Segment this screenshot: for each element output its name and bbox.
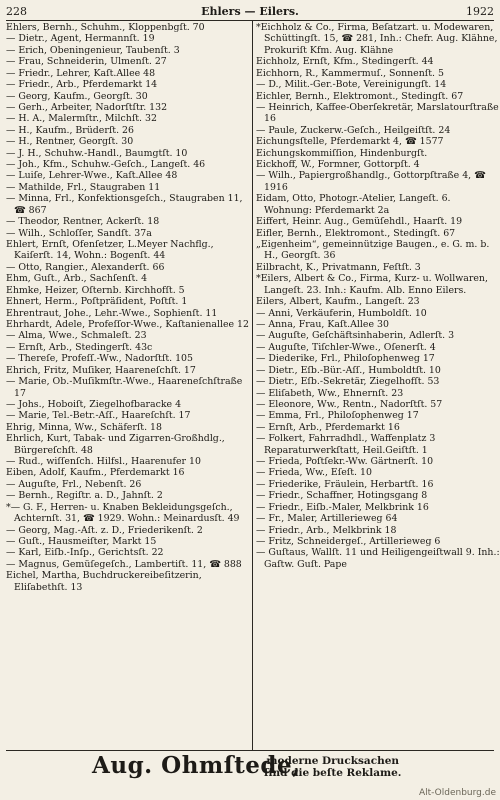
directory-entry: Eilers, Albert, Kaufm., Langeſt. 23 xyxy=(256,296,420,308)
year-label: 1922 xyxy=(466,5,494,18)
directory-entry: — Friedr., Schaffner, Hotingsgang 8 xyxy=(256,490,428,502)
directory-entry: — Fritz, Schneidergeſ., Artillerieweg 6 xyxy=(256,535,441,547)
directory-entry: — Friedr., Arb., Melkbrink 18 xyxy=(256,524,397,536)
advert-name: Aug. Ohmſtede, xyxy=(92,752,301,779)
directory-entry: — Karl, Eiſb.-Inſp., Gerichtsſt. 22 xyxy=(6,547,164,559)
directory-entry: — Anna, Frau, Kaſt.Allee 30 xyxy=(256,318,389,330)
directory-entry: — Georg, Kaufm., Georgſt. 30 xyxy=(6,90,148,102)
advert-slogan-line2: ſind die beſte Reklame. xyxy=(264,767,402,779)
page-number-left: 228 xyxy=(6,5,27,18)
directory-entry: — Gerh., Arbeiter, Nadorſtſtr. 132 xyxy=(6,101,168,113)
directory-entry: Ehrich, Fritz, Muſiker, Haarenеſchſt. 17 xyxy=(6,364,196,376)
directory-entry: — Georg, Mag.-Aſt. z. D., Friederikenſt. 2 xyxy=(6,524,203,536)
directory-entry: Ehrlich, Kurt, Tabak- und Zigarren-Großhdlg., Bürgereſchſt. 48 xyxy=(6,433,225,456)
directory-entry: — Alma, Wwe., Schmaleſt. 23 xyxy=(6,330,147,342)
directory-entry: Ehrentraut, Johe., Lehr.-Wwe., Sophienſt. 11 xyxy=(6,307,218,319)
directory-entry: Eichungskommiſſion, Hindenburgſt. xyxy=(256,147,428,159)
directory-entry: — Otto, Rangier., Alexanderſt. 66 xyxy=(6,261,165,273)
directory-entry: — Emma, Frl., Philoſophenweg 17 xyxy=(256,410,419,422)
directory-entry: — H., Kaufm., Brüderſt. 26 xyxy=(6,124,134,136)
directory-entry: — Dietr., Eſb.-Sekretär, Ziegelhofſt. 53 xyxy=(256,376,440,388)
directory-entry: Ehlert, Ernſt, Ofenſetzer, L.Meyer Nachflg., Kaiſerſt. 14, Wohn.: Bogenſt. 44 xyxy=(6,239,214,262)
directory-entry: — Minna, Frl., Konfektionsgeſch., Staugraben 11, ☎ 867 xyxy=(6,193,243,216)
directory-entry: — Guſt., Hausmeiſter, Markt 15 xyxy=(6,535,157,547)
directory-entry: — D., Milit.-Ger.-Bote, Vereinigungſt. 14 xyxy=(256,79,447,91)
directory-entry: — J. H., Schuhw.-Handl., Baumgtſt. 10 xyxy=(6,147,188,159)
directory-entry: Ehnert, Herm., Poſtpräſident, Poſtſt. 1 xyxy=(6,296,188,308)
directory-entry: — Auguſte, Geſchäftsinhaberin, Adlerſt. 3 xyxy=(256,330,455,342)
directory-entry: — H., Rentner, Georgſt. 30 xyxy=(6,136,134,148)
watermark: Alt-Oldenburg.de xyxy=(418,788,496,798)
directory-entry: Eidam, Otto, Photogr.-Atelier, Langeſt. 6. Wohnung: Pferdemarkt 2a xyxy=(256,193,451,216)
directory-entry: — Luiſe, Lehrer-Wwe., Kaſt.Allee 48 xyxy=(6,170,178,182)
directory-entry: — Friedr., Lehrer, Kaſt.Allee 48 xyxy=(6,67,156,79)
directory-entry: — Ernſt, Arb., Stedingerſt. 43c xyxy=(6,341,153,353)
directory-entry: Eiffert, Heinr. Aug., Gemüſehdl., Haarſt. 19 xyxy=(256,216,463,228)
right-column xyxy=(256,22,500,570)
column-divider xyxy=(252,21,253,751)
directory-entry: — Dietr., Agent, Hermannſt. 19 xyxy=(6,33,155,45)
directory-entry: — Frieda, Ww., Eſeſt. 10 xyxy=(256,467,372,479)
directory-entry: — Rud., wiſſenſch. Hilfsl., Haarenufer 10 xyxy=(6,456,201,468)
directory-entry: — Frieda, Poſtſekr.-Ww. Gärtnerſt. 10 xyxy=(256,456,434,468)
directory-entry: Ehmke, Heizer, Oſternb. Kirchhofſt. 5 xyxy=(6,284,185,296)
directory-entry: — Eleonore, Ww., Rentn., Nadorſtſt. 57 xyxy=(256,398,443,410)
directory-entry: Ehrig, Minna, Ww., Schäferſt. 18 xyxy=(6,421,162,433)
directory-entry: — Auguſte, Tiſchler-Wwe., Oſenerſt. 4 xyxy=(256,341,436,353)
directory-entry: — Bernh., Regiſtr. a. D., Jahnſt. 2 xyxy=(6,490,163,502)
advertisement xyxy=(6,752,494,782)
directory-entry: — Fr., Maler, Artillerieweg 64 xyxy=(256,513,398,525)
directory-entry: Ehlers, Bernh., Schuhm., Kloppenbgſt. 70 xyxy=(6,22,205,33)
directory-entry: — Heinrich, Kaffee-Oberſekretär, Marslatourſtraße 16 xyxy=(256,101,499,125)
directory-entry: — Friedr., Eiſb.-Maler, Melkbrink 16 xyxy=(256,501,429,513)
directory-entry: — H. A., Malermſtr., Milchſt. 32 xyxy=(6,113,157,125)
directory-entry: — Erich, Obeningenieur, Taubenſt. 3 xyxy=(6,44,180,56)
directory-entry: *Eichholz & Co., Firma, Beſatzart. u. Modewaren, Schüttingſt. 15, ☎ 281, Inh.: Chefr. Aug. Klähne, Prokuriſt Kfm. Aug. Klähne xyxy=(256,22,498,56)
directory-entry: Eichungsſtelle, Pferdemarkt 4, ☎ 1577 xyxy=(256,136,444,148)
directory-entry: Eichler, Bernh., Elektromont., Stedingſt. 67 xyxy=(256,90,464,102)
page-title: Ehlers — Eilers. xyxy=(201,5,299,18)
header-rule xyxy=(6,20,494,21)
directory-entry: — Wilh., Papiergroßhandlg., Gottorpſtraße 4, ☎ 1916 xyxy=(256,170,486,193)
directory-entry: Eilbracht, K., Privatmann, Feſtſt. 3 xyxy=(256,261,421,273)
directory-entry: — Wilh., Schloſſer, Sandſt. 37a xyxy=(6,227,152,239)
directory-entry: „Eigenheim“, gemeinnützige Baugen., e. G. m. b. H., Georgſt. 36 xyxy=(256,239,490,262)
directory-entry: — Marie, Ob.-Muſikmſtr.-Wwe., Haareneſchſtraße 17 xyxy=(6,376,243,399)
directory-entry: — Theodor, Rentner, Ackerſt. 18 xyxy=(6,216,160,228)
directory-entry: Ehrhardt, Adele, Profeſſor-Wwe., Kaſtanienallee 12 xyxy=(6,318,249,330)
directory-entry: Eichel, Martha, Buchdruckereibeſitzerin, Eliſabethſt. 13 xyxy=(6,570,202,593)
directory-entry: — Joh., Kfm., Schuhw.-Geſch., Langeſt. 46 xyxy=(6,159,206,171)
directory-entry: — Magnus, Gemüſegeſch., Lambertiſt. 11, ☎ 888 xyxy=(6,558,242,570)
directory-entry: — Folkert, Fahrradhdl., Waffenplatz 3 Reparaturwerkſtatt, Heil.Geiſtſt. 1 xyxy=(256,433,436,456)
directory-entry: — Frau, Schneiderin, Ulmenſt. 27 xyxy=(6,56,167,68)
directory-entry: — Auguſte, Frl., Nebenſt. 26 xyxy=(6,478,142,490)
directory-entry: — Paule, Zuckerw.-Geſch., Heilgeiſtſt. 24 xyxy=(256,124,451,136)
directory-entry: — Friedr., Arb., Pferdemarkt 14 xyxy=(6,79,158,91)
directory-entry: *— G. F., Herren- u. Knaben Bekleidungsgeſch., Achternſt. 31, ☎ 1929. Wohn.: Meinardusſt. 49 xyxy=(6,501,240,525)
advert-slogan xyxy=(264,755,401,779)
advert-slogan-line1: moderne Drucksachen xyxy=(266,755,400,767)
directory-entry: Eiben, Adolf, Kaufm., Pferdemarkt 16 xyxy=(6,467,185,479)
directory-entry: — Thereſe, Profeſſ.-Ww., Nadorſtſt. 105 xyxy=(6,353,193,365)
left-column xyxy=(6,22,250,593)
advert-rule xyxy=(6,750,494,751)
directory-entry: — Ernſt, Arb., Pferdemarkt 16 xyxy=(256,421,400,433)
directory-entry: — Anni, Verkäuferin, Humboldſt. 10 xyxy=(256,307,427,319)
directory-entry: Eichholz, Ernſt, Kfm., Stedingerſt. 44 xyxy=(256,56,434,68)
directory-entry: — Friederike, Fräulein, Herbartſt. 16 xyxy=(256,478,434,490)
directory-entry: Eifler, Bernh., Elektromont., Stedingſt. 67 xyxy=(256,227,456,239)
directory-entry: — Dietr., Eſb.-Bür.-Aſſ., Humboldtſt. 10 xyxy=(256,364,441,376)
directory-entry: — Marie, Tel.-Betr.-Aſſ., Haareſchſt. 17 xyxy=(6,410,191,422)
directory-entry: — Eliſabeth, Ww., Ehnernſt. 23 xyxy=(256,387,404,399)
directory-entry: *Eilers, Albert & Co., Firma, Kurz- u. Wollwaren, Langeſt. 23. Inh.: Kaufm. Alb. Enno Eilers. xyxy=(256,273,488,296)
directory-entry: Eichhorn, R., Kammermuſ., Sonnenſt. 5 xyxy=(256,67,444,79)
directory-entry: — Diederike, Frl., Philoſophenweg 17 xyxy=(256,353,435,365)
directory-entry: Eickhoff, W., Formner, Gottorpſt. 4 xyxy=(256,159,420,171)
directory-entry: — Mathilde, Frl., Staugraben 11 xyxy=(6,181,161,193)
directory-entry: Ehm, Guſt., Arb., Sachſenſt. 4 xyxy=(6,273,148,285)
page-header xyxy=(6,5,494,19)
directory-entry: — Johs., Hoboiſt, Ziegelhofbaracke 4 xyxy=(6,398,182,410)
directory-entry: — Guſtaus, Wallſt. 11 und Heiligengeiſtwall 9. Inh.: Gaſtw. Guſt. Pape xyxy=(256,547,500,570)
